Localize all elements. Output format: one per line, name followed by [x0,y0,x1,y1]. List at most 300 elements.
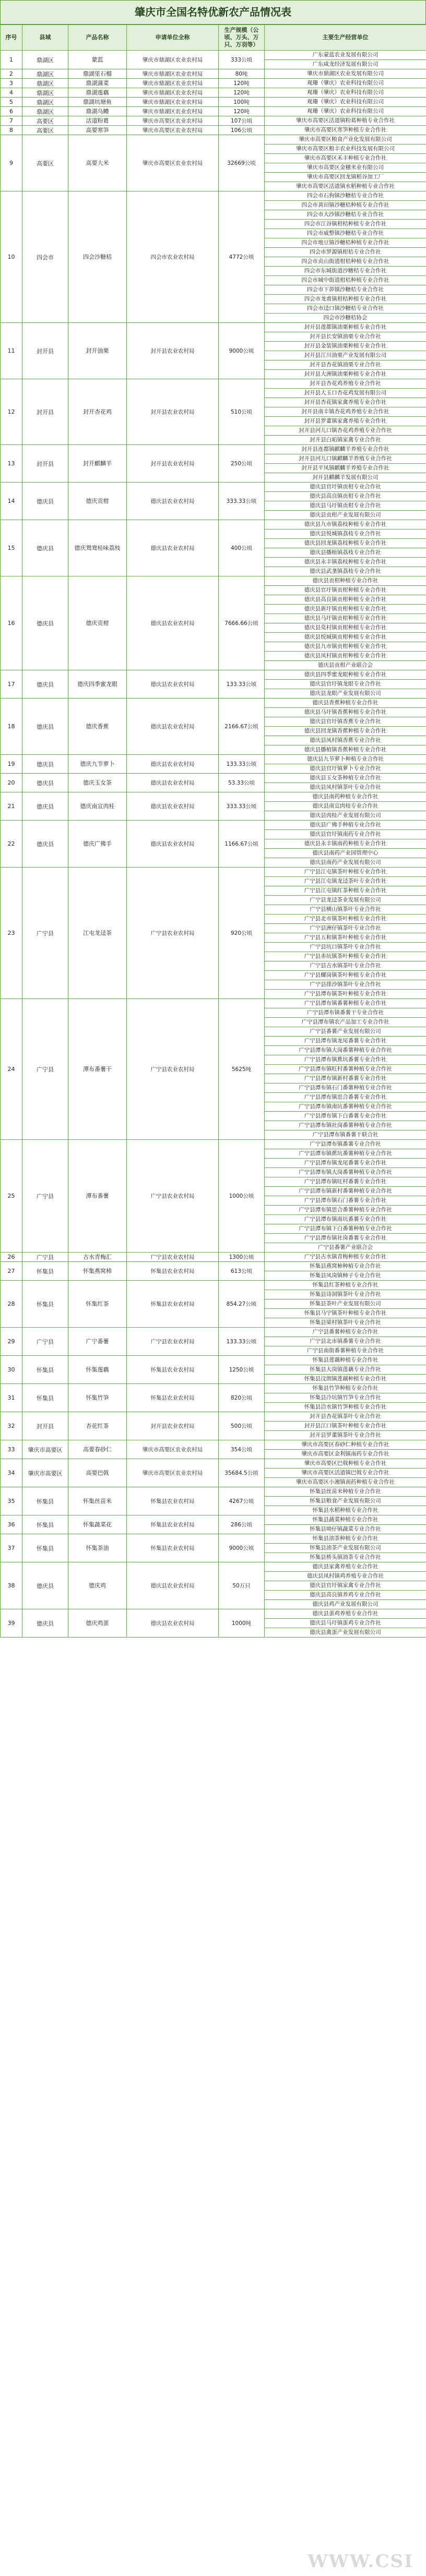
county-cell: 德庆县 [22,1609,68,1638]
index-cell: 20 [1,774,22,792]
index-cell: 26 [1,1253,22,1262]
unit-entry: 德庆县凤村镇贡柑种植专业合作社 [265,651,426,660]
unit-entry: 怀集县马宁镇茶叶种植专业合作社 [265,1308,426,1318]
index-cell: 9 [1,135,22,191]
agency-cell: 肇庆市鼎湖区农业农村局 [127,88,219,98]
county-cell: 怀集县 [22,1515,68,1534]
units-cell [265,755,426,774]
product-cell: 鼎湖里石榴 [68,69,127,79]
units-cell [265,135,426,191]
table-row [1,999,426,1140]
product-cell: 怀集丝苗米 [68,1487,127,1515]
scale-cell: 613公顷 [219,1262,265,1281]
product-cell: 封开油栗 [68,323,127,379]
agency-cell: 怀集县农业农村局 [127,1281,219,1328]
county-cell: 德庆县 [22,774,68,792]
unit-entry: 四会市沙糖桔协会 [265,313,426,322]
table-header-row [1,25,426,51]
unit-entry: 怀集县诗洞镇茶叶专业合作社 [265,1290,426,1299]
units-cell [265,1515,426,1534]
unit-entry: 广宁县潭布镇新村番薯专业合作社 [265,1074,426,1083]
table-row [1,1253,426,1262]
product-cell: 德庆贡柑 [68,483,127,520]
table-row [1,88,426,98]
scale-cell: 35684.5公顷 [219,1459,265,1487]
unit-entry: 德庆县南药产业发展有限公司 [265,858,426,867]
unit-entry: 封开县江川油栗产业发展有限公司 [265,351,426,360]
index-cell: 19 [1,755,22,774]
product-cell: 德庆香蕉 [68,699,127,755]
index-cell: 24 [1,999,22,1140]
index-cell: 23 [1,868,22,999]
unit-entry: 德庆县官圩镇香蕉专业合作社 [265,717,426,726]
unit-entry: 广宁县南街番薯种植专业合作社 [265,1346,426,1355]
table-row [1,1384,426,1412]
county-cell: 鼎湖区 [22,69,68,79]
unit-entry: 广宁县潭布镇石门番薯专业合作社 [265,1196,426,1205]
unit-entry: 广宁县番薯产业发展有限公司 [265,1027,426,1036]
county-cell: 广宁县 [22,1140,68,1253]
table-row [1,1328,426,1356]
index-cell: 32 [1,1412,22,1440]
county-cell: 广宁县 [22,1253,68,1262]
product-cell: 怀集燕窝柿 [68,1262,127,1281]
unit-entry: 广东蒙蓝农业发展有限公司 [312,52,378,58]
unit-entry: 德庆县四季蜜龙眼种植专业合作社 [304,671,387,678]
unit-entry: 封开县莲都镇油栗种植专业合作社 [304,324,387,330]
units-cell [265,1140,426,1253]
product-cell: 广宁番薯 [68,1328,127,1356]
unit-entry: 肇庆市高要区金利镇南药专业合作社 [265,1449,426,1459]
product-cell: 德庆鸡 [68,1562,127,1609]
unit-entry: 德庆县南药产业园管理中心 [265,848,426,858]
county-cell: 怀集县 [22,1487,68,1515]
index-cell: 1 [1,51,22,69]
watermark: WWW.CSI [307,2551,413,2572]
units-cell [265,1356,426,1384]
unit-entry: 广宁县北市镇番薯专业合作社 [265,1337,426,1346]
unit-entry: 四会市东城街道沙糖桔专业合作社 [265,266,426,275]
table-row [1,1562,426,1609]
product-cell: 鼎湖莲藕 [68,88,127,98]
unit-entry: 德庆县九节萝卜种植专业合作社 [307,756,384,762]
unit-entry: 德庆县凤村镇鸡养殖专业合作社 [265,1571,426,1581]
unit-entry: 封开县杏花镇家禽养殖专业合作社 [265,398,426,407]
unit-entry: 广宁县潭布镇社岗番薯专业合作社 [265,1233,426,1243]
scale-cell: 53.33公顷 [219,774,265,792]
index-cell: 8 [1,126,22,135]
table-row [1,483,426,520]
unit-entry: 广宁县潭布镇大岗番薯种植专业合作社 [265,1045,426,1055]
scale-cell: 1250公顷 [219,1356,265,1384]
scale-cell: 120吨 [219,107,265,116]
units-cell [265,445,426,483]
unit-entry: 广宁县排沙镇茶叶专业合作社 [265,980,426,989]
unit-entry: 广东咸龙经济发展有限公司 [265,59,426,69]
unit-entry: 封开县河儿口镇麒麟羊养殖专业合作社 [265,454,426,463]
unit-entry: 封开县大玉口杏花鸡发展有限公司 [265,388,426,398]
index-cell: 30 [1,1356,22,1384]
table-row [1,821,426,868]
scale-cell: 333.33公顷 [219,483,265,520]
unit-entry: 德庆县凤村镇茶叶专业合作社 [265,783,426,792]
unit-entry: 广宁县潭布镇下白番薯专业合作社 [265,1111,426,1121]
unit-entry: 广宁县潭布镇大岗番薯种植专业合作社 [265,1167,426,1177]
unit-entry: 怀集县油茶种植专业合作社 [312,1535,378,1542]
unit-entry: 广宁县番薯种植专业合作社 [312,1329,378,1335]
unit-entry: 广宁县古水镇茶叶专业合作社 [265,961,426,970]
index-cell: 13 [1,445,22,483]
table-row [1,69,426,79]
units-cell [265,868,426,999]
unit-entry: 德庆县官圩镇贡柑种植专业合作社 [265,585,426,595]
agency-cell: 封开县农业农村局 [127,1412,219,1440]
scale-cell: 133.33公顷 [219,670,265,699]
agency-cell: 肇庆市鼎湖区农业农村局 [127,69,219,79]
unit-entry: 广宁县潭布镇思合番薯种植专业合作社 [265,1205,426,1214]
scale-cell: 500公顷 [219,1412,265,1440]
product-cell: 怀集蔬菜花 [68,1515,127,1534]
unit-entry: 德庆县玉女茶种植专业合作社 [310,775,381,781]
units-cell [265,1459,426,1487]
unit-entry: 德庆县官圩镇萝卜专业合作社 [265,764,426,773]
unit-entry: 德庆县九市镇荔枝种植专业合作社 [304,521,387,527]
unit-entry: 德庆县官圩镇南药专业合作社 [265,829,426,839]
agency-cell: 肇庆市高要区农业农村局 [127,116,219,126]
unit-entry: 四会市罗源镇柑桔专业合作社 [265,247,426,257]
unit-entry: 怀集县蔬菜种植专业合作社 [312,1516,378,1523]
table-row [1,868,426,999]
scale-cell: 100吨 [219,98,265,107]
table-row [1,379,426,445]
scale-cell: 4267公顷 [219,1487,265,1515]
units-cell [265,520,426,576]
unit-entry: 德庆县马圩镇香蕉种植专业合作社 [265,707,426,717]
product-cell: 德庆玉女茶 [68,774,127,792]
unit-entry: 德庆县肉桂产业发展有限公司 [265,811,426,820]
units-cell [265,1440,426,1459]
table-row [1,774,426,792]
unit-entry: 广宁县螺岗镇茶叶种植专业合作社 [265,970,426,980]
table-row [1,1356,426,1384]
scale-cell: 7666.66公顷 [219,576,265,670]
table-row [1,51,426,69]
unit-entry: 广宁县潭布镇下白番薯种植专业合作社 [265,1224,426,1233]
scale-cell: 1300公顷 [219,1253,265,1262]
county-cell: 鼎湖区 [22,79,68,88]
county-cell: 德庆县 [22,755,68,774]
units-cell [265,821,426,868]
table-row [1,191,426,323]
product-cell: 怀集红茶 [68,1281,127,1328]
county-cell: 广宁县 [22,999,68,1140]
product-cell: 德庆南宣肉桂 [68,792,127,821]
agency-cell: 广宁县农业农村局 [127,1140,219,1253]
units-cell [265,1328,426,1356]
product-cell: 高要大米 [68,135,127,191]
agency-cell: 封开县农业农村局 [127,445,219,483]
product-cell: 高要寒笋 [68,126,127,135]
index-cell: 12 [1,379,22,445]
unit-entry: 封开县河儿口镇杏花鸡养殖专业合作社 [265,426,426,435]
table-row [1,520,426,576]
unit-entry: 怀集县汶朗镇莲藕种植专业合作社 [265,1374,426,1383]
unit-entry: 四会市黄田镇沙糖桔种植专业合作社 [265,200,426,210]
agency-cell: 四会市农业农村局 [127,191,219,323]
unit-entry: 怀集县粮食产业发展有限公司 [265,1496,426,1506]
scale-cell: 106公顷 [219,126,265,135]
unit-entry: 广宁县潭布镇龙尾番薯专业合作社 [265,1158,426,1167]
unit-entry: 四会市贞山街道柑桔种植专业合作社 [265,257,426,266]
unit-entry: 广宁县横山镇茶叶专业合作社 [265,905,426,914]
product-cell: 潭布番薯干 [68,999,127,1140]
unit-entry: 怀集县梁村镇茶叶专业合作社 [265,1318,426,1327]
index-cell: 35 [1,1487,22,1515]
agency-cell: 广宁县农业农村局 [127,1253,219,1262]
unit-entry: 观珊（肇庆）农业科技有限公司 [307,80,384,86]
product-cell: 四会沙糖桔 [68,191,127,323]
index-cell: 22 [1,821,22,868]
unit-entry: 广宁县潭布镇蕉坑番薯种植专业合作社 [265,1149,426,1158]
county-cell: 德庆县 [22,483,68,520]
index-cell: 7 [1,116,22,126]
unit-entry: 肇庆市高要区活道镇水稻种植专业合作社 [265,182,426,191]
agency-cell: 肇庆市高要区农业农村局 [127,1459,219,1487]
unit-entry: 肇庆市高要区回龙镇稻谷加工厂 [265,172,426,182]
unit-entry: 肇庆市高要区活道镇巴戟专业合作社 [265,1468,426,1477]
scale-cell: 9000公顷 [219,323,265,379]
unit-entry: 德庆县贡柑产业联合会 [265,660,426,670]
unit-entry: 肇庆市高要区小湘镇南药种植专业合作社 [265,1477,426,1487]
table-row [1,116,426,126]
scale-cell: 250公顷 [219,445,265,483]
unit-entry: 怀集县大岗镇莲藕专业合作社 [265,1365,426,1374]
product-cell: 德庆广佛手 [68,821,127,868]
unit-entry: 德庆县高良镇养鸡专业合作社 [265,1590,426,1599]
unit-entry: 广宁县潭布镇番薯专业合作社 [310,1141,381,1147]
county-cell: 德庆县 [22,1562,68,1609]
county-cell: 广宁县 [22,868,68,999]
unit-entry: 德庆县九市镇贡柑种植专业合作社 [265,642,426,651]
unit-entry: 德庆县南药种植专业合作社 [312,793,378,800]
product-cell: 鼎湖乌鳢 [68,107,127,116]
agency-cell: 德庆县农业农村局 [127,520,219,576]
scale-cell: 9000公顷 [219,1534,265,1562]
index-cell: 36 [1,1515,22,1534]
products-table [0,25,426,1638]
units-cell [265,576,426,670]
county-cell: 高要区 [22,135,68,191]
agency-cell: 怀集县农业农村局 [127,1487,219,1515]
unit-entry: 封开县麒麟羊发展有限公司 [265,473,426,482]
unit-entry: 肇庆市高要区巴戟种植专业合作社 [304,1460,387,1466]
scale-cell: 120吨 [219,88,265,98]
unit-entry: 广宁县古水镇青梅种植专业合作社 [304,1254,387,1260]
unit-entry: 德庆县永丰镇荔枝种植专业合作社 [265,557,426,567]
unit-entry: 四会市龙甫镇柑桔种植专业合作社 [265,294,426,304]
product-cell: 蒙蓝 [68,51,127,69]
index-cell: 6 [1,107,22,116]
scale-cell: 50万只 [219,1562,265,1609]
product-cell: 德庆四季蜜龙眼 [68,670,127,699]
county-cell: 鼎湖区 [22,98,68,107]
product-cell: 古水青梅汇 [68,1253,127,1262]
product-cell: 封开麒麟羊 [68,445,127,483]
unit-entry: 德庆县凤村镇香蕉专业合作社 [265,736,426,745]
county-cell: 怀集县 [22,1534,68,1562]
unit-entry: 四会市大沙镇沙糖桔专业合作社 [265,210,426,219]
scale-cell: 4772公顷 [219,191,265,323]
unit-entry: 怀集县丝苗米种植专业合作社 [310,1488,381,1495]
index-cell: 28 [1,1281,22,1328]
unit-entry: 德庆县播植镇香蕉种植专业合作社 [265,745,426,754]
unit-entry: 德庆县马圩镇贡柑种植专业合作社 [265,613,426,623]
unit-entry: 广宁县潭布镇茶叶种植专业合作社 [265,989,426,998]
units-cell [265,670,426,699]
units-cell [265,699,426,755]
unit-entry: 德庆县贡柑产业发展有限公司 [265,510,426,520]
units-cell [265,51,426,69]
unit-entry: 广宁县潭布镇番薯干联合社 [265,1130,426,1139]
product-cell: 杏花红茶 [68,1412,127,1440]
county-cell: 怀集县 [22,1356,68,1384]
unit-entry: 广宁县潭布镇番薯种植专业合作社 [304,1000,387,1006]
units-cell [265,191,426,323]
header-county: 县域 [22,25,68,51]
unit-entry: 广宁县潭布镇思合番薯专业合作社 [265,1092,426,1102]
scale-cell: 133.33公顷 [219,1328,265,1356]
agency-cell: 德庆县农业农村局 [127,821,219,868]
table-row [1,1459,426,1487]
county-cell: 德庆县 [22,699,68,755]
product-cell: 怀集莲藕 [68,1356,127,1384]
unit-entry: 观珊（肇庆）农业科技有限公司 [307,99,384,105]
scale-cell: 286公顷 [219,1515,265,1534]
unit-entry: 广宁县潭布镇南坑番薯专业合作社 [265,1214,426,1224]
agency-cell: 肇庆市鼎湖区农业农村局 [127,107,219,116]
county-cell: 德庆县 [22,792,68,821]
index-cell: 14 [1,483,22,520]
scale-cell: 107公顷 [219,116,265,126]
scale-cell: 2166.67公顷 [219,699,265,755]
unit-entry: 德庆县禽蛋产业发展有限公司 [265,1628,426,1637]
unit-entry: 封开县杏花镇茶叶专业合作社 [310,1413,381,1419]
unit-entry: 广宁县潭布镇蕉坑番薯专业合作社 [265,1055,426,1064]
unit-entry: 德庆县鸡产业发展有限公司 [265,1599,426,1609]
unit-entry: 德庆县官圩镇龙眼专业合作社 [265,679,426,689]
unit-entry: 德庆县回龙镇香蕉种植专业合作社 [265,726,426,736]
header-units: 主要生产经营单位 [265,25,426,51]
unit-entry: 广宁县潭布镇南坑番薯种植专业合作社 [265,1102,426,1111]
unit-entry: 怀集县水稻种植专业合作社 [265,1506,426,1515]
scale-cell: 133.33公顷 [219,755,265,774]
unit-entry: 肇庆市高要区寒笋种植专业合作社 [304,127,387,133]
agency-cell: 封开县农业农村局 [127,323,219,379]
index-cell: 11 [1,323,22,379]
unit-entry: 广宁县潭布镇农产品加工专业合作社 [265,1017,426,1027]
unit-entry: 封开县罗董镇家禽养殖专业合作社 [265,416,426,426]
index-cell: 37 [1,1534,22,1562]
index-cell: 33 [1,1440,22,1459]
table-body [1,51,426,1638]
unit-entry: 德庆县官圩镇贡柑专业合作社 [310,484,381,490]
index-cell: 27 [1,1262,22,1281]
county-cell: 封开县 [22,445,68,483]
unit-entry: 广宁县江屯镇红茶种植专业合作社 [265,886,426,895]
unit-entry: 封开县连都镇麒麟羊养殖专业合作社 [301,446,389,452]
index-cell: 29 [1,1328,22,1356]
unit-entry: 肇庆市高要区金穗米业有限公司 [265,163,426,172]
scale-cell: 510公顷 [219,379,265,445]
unit-entry: 广宁县北市镇茶叶种植专业合作社 [265,914,426,923]
agency-cell: 怀集县农业农村局 [127,1515,219,1534]
index-cell: 39 [1,1609,22,1638]
unit-entry: 德庆县官圩镇家禽专业合作社 [265,1581,426,1590]
agency-cell: 广宁县农业农村局 [127,999,219,1140]
unit-entry: 肇庆市高要区活道镇粉葛种植专业合作社 [296,117,395,124]
county-cell: 鼎湖区 [22,51,68,69]
index-cell: 15 [1,520,22,576]
units-cell [265,1609,426,1638]
unit-entry: 德庆县悦城镇贡柑种植专业合作社 [265,632,426,642]
table-row [1,755,426,774]
agency-cell: 德庆县农业农村局 [127,699,219,755]
unit-entry: 德庆县龙眼产业发展有限公司 [265,689,426,698]
agency-cell: 德庆县农业农村局 [127,1562,219,1609]
unit-entry: 德庆县新圩镇贡柑种植专业合作社 [265,604,426,613]
county-cell: 怀集县 [22,1262,68,1281]
unit-entry: 广宁县潭布镇旺村番薯专业合作社 [265,1177,426,1186]
unit-entry: 德庆县悦城镇荔枝专业合作社 [265,529,426,538]
scale-cell: 1000公顷 [219,1140,265,1253]
county-cell: 封开县 [22,379,68,445]
county-cell: 德庆县 [22,821,68,868]
product-cell: 鼎湖坑塘鱼 [68,98,127,107]
agency-cell: 怀集县农业农村局 [127,1534,219,1562]
agency-cell: 怀集县农业农村局 [127,1356,219,1384]
county-cell: 高要区 [22,116,68,126]
unit-entry: 怀集县莲藕种植专业合作社 [312,1357,378,1363]
scale-cell: 120吨 [219,79,265,88]
units-cell [265,69,426,79]
county-cell: 德庆县 [22,670,68,699]
unit-entry: 怀集县茶叶产业发展有限公司 [265,1299,426,1308]
unit-entry: 广宁县赤坑镇茶叶种植专业合作社 [265,952,426,961]
unit-entry: 四会市江谷镇柑桔种植专业合作社 [265,219,426,228]
unit-entry: 德庆县永丰镇南药种植专业合作社 [265,839,426,848]
scale-cell: 333公顷 [219,51,265,69]
unit-entry: 肇庆市高要区春砂仁种植专业合作社 [301,1441,389,1448]
unit-entry: 怀集县凤岗镇柿子专业合作社 [265,1271,426,1280]
unit-entry: 广宁县龙迳茶业发展有限公司 [265,895,426,905]
unit-entry: 德庆县武垄镇荔枝专业合作社 [265,567,426,576]
units-cell [265,1562,426,1609]
agency-cell: 肇庆市鼎湖区农业农村局 [127,98,219,107]
scale-cell: 333.33公顷 [219,792,265,821]
table-row [1,107,426,116]
county-cell: 肇庆市高要区 [22,1459,68,1487]
agency-cell: 德庆县农业农村局 [127,576,219,670]
scale-cell: 1000吨 [219,1609,265,1638]
units-cell [265,126,426,135]
unit-entry: 德庆县莫村镇贡柑种植专业合作社 [265,623,426,632]
unit-entry: 德庆县香蕉种植专业合作社 [312,700,378,706]
header-product: 产品名称 [68,25,127,51]
header-index: 序号 [1,25,22,51]
unit-entry: 怀集县竹笋种植专业合作社 [312,1385,378,1391]
unit-entry: 德庆县回龙镇荔枝种植专业合作社 [265,538,426,548]
agency-cell: 怀集县农业农村局 [127,1262,219,1281]
